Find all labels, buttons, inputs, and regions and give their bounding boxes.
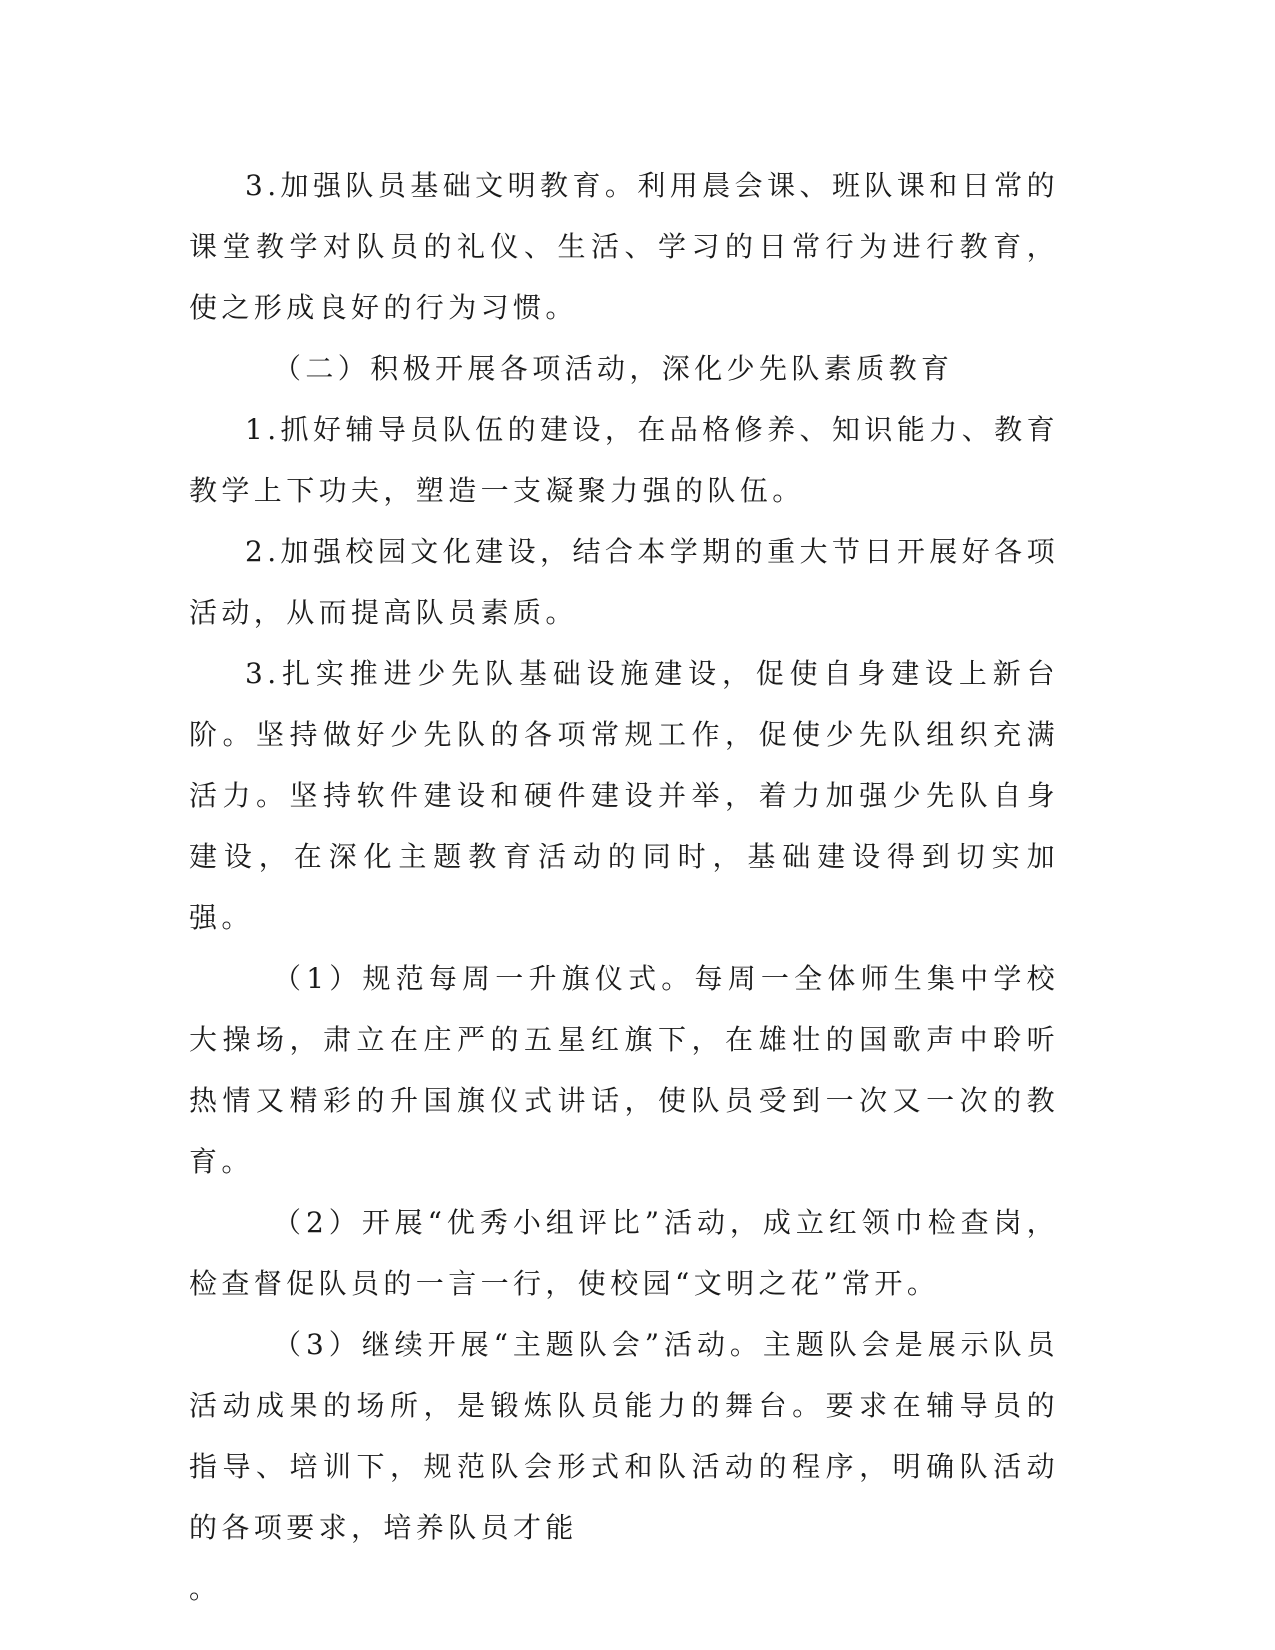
paragraph-trailing-period: 。 (189, 1572, 222, 1605)
paragraph-flag-raising: （1）规范每周一升旗仪式。每周一全体师生集中学校大操场，肃立在庄严的五星红旗下，在雄壮的国歌声中聆听热情又精彩的升国旗仪式讲话，使队员受到一次又一次的教育。 (189, 962, 1059, 1178)
paragraph-basic-civility-education: 3.加强队员基础文明教育。利用晨会课、班队课和日常的课堂教学对队员的礼仪、生活、学习的日常行为进行教育，使之形成良好的行为习惯。 (189, 169, 1059, 324)
paragraph-counselor-team: 1.抓好辅导员队伍的建设，在品格修养、知识能力、教育教学上下功夫，塑造一支凝聚力强的队伍。 (189, 413, 1059, 507)
section-heading-activities: （二）积极开展各项活动，深化少先队素质教育 (273, 352, 954, 385)
paragraph-group-competition: （2）开展“优秀小组评比”活动，成立红领巾检查岗，检查督促队员的一言一行，使校园“文明之花”常开。 (189, 1206, 1059, 1300)
paragraph-theme-meeting: （3）继续开展“主题队会”活动。主题队会是展示队员活动成果的场所，是锻炼队员能力的舞台。要求在辅导员的指导、培训下，规范队会形式和队活动的程序，明确队活动的各项要求，培养队员才能 (189, 1328, 1059, 1544)
paragraph-campus-culture: 2.加强校园文化建设，结合本学期的重大节日开展好各项活动，从而提高队员素质。 (189, 535, 1059, 629)
document-body (189, 155, 1059, 1619)
paragraph-infrastructure: 3.扎实推进少先队基础设施建设，促使自身建设上新台阶。坚持做好少先队的各项常规工作，促使少先队组织充满活力。坚持软件建设和硬件建设并举，着力加强少先队自身建设，在深化主题教育活动的同时，基础建设得到切实加强。 (189, 657, 1059, 934)
